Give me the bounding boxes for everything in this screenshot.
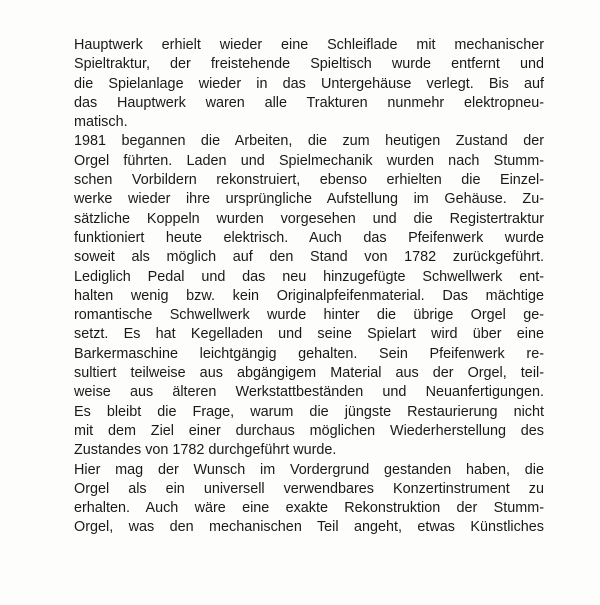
text-line: sultiert teilweise aus abgängigem Material aus der Orgel, teil- xyxy=(74,365,544,382)
text-line: schen Vorbildern rekonstruiert, ebenso erhielten die Einzel- xyxy=(74,172,544,189)
text-line: werke wieder ihre ursprüngliche Aufstellung im Gehäuse. Zu- xyxy=(74,191,544,208)
text-line: Spieltraktur, der freistehende Spieltisch wurde entfernt und xyxy=(74,56,544,73)
text-line: Es bleibt die Frage, warum die jüngste Restaurierung nicht xyxy=(74,403,544,420)
text-line: Lediglich Pedal und das neu hinzugefügte Schwellwerk ent- xyxy=(74,268,544,285)
text-line: Hier mag der Wunsch im Vordergrund gestanden haben, die xyxy=(74,461,544,478)
text-line: matisch. xyxy=(74,114,128,131)
text-line: die Spielanlage wieder in das Untergehäuse verlegt. Bis auf xyxy=(74,75,544,92)
text-line: 1981 begannen die Arbeiten, die zum heutigen Zustand der xyxy=(74,133,544,150)
text-line: Hauptwerk erhielt wieder eine Schleiflade mit mechanischer xyxy=(74,37,544,53)
text-line: soweit als möglich auf den Stand von 1782 zurückgeführt. xyxy=(74,249,544,266)
text-line: Orgel als ein universell verwendbares Konzertinstrument zu xyxy=(74,480,544,497)
text-line: erhalten. Auch wäre eine exakte Rekonstruktion der Stumm- xyxy=(74,500,544,517)
text-line: das Hauptwerk waren alle Trakturen nunmehr elektropneu- xyxy=(74,94,544,111)
text-line: Orgel, was den mechanischen Teil angeht, etwas Künstliches xyxy=(74,519,544,536)
text-line: funktioniert heute elektrisch. Auch das Pfeifenwerk wurde xyxy=(74,229,544,246)
text-line: sätzliche Koppeln wurden vorgesehen und die Registertraktur xyxy=(74,210,544,227)
body-text xyxy=(74,36,544,538)
text-line: Barkermaschine leichtgängig gehalten. Sein Pfeifenwerk re- xyxy=(74,345,544,362)
text-line: romantische Schwellwerk wurde hinter die übrige Orgel ge- xyxy=(74,307,544,324)
text-line: Orgel führten. Laden und Spielmechanik wurden nach Stumm- xyxy=(74,152,544,169)
text-line: Zustandes von 1782 durchgeführt wurde. xyxy=(74,442,337,459)
text-line: weise aus älteren Werkstattbeständen und Neuanfertigungen. xyxy=(74,384,544,401)
text-line: mit dem Ziel einer durchaus möglichen Wiederherstellung des xyxy=(74,422,544,439)
text-line: halten wenig bzw. kein Originalpfeifenmaterial. Das mächtige xyxy=(74,287,544,304)
text-line: setzt. Es hat Kegelladen und seine Spielart wird über eine xyxy=(74,326,544,343)
